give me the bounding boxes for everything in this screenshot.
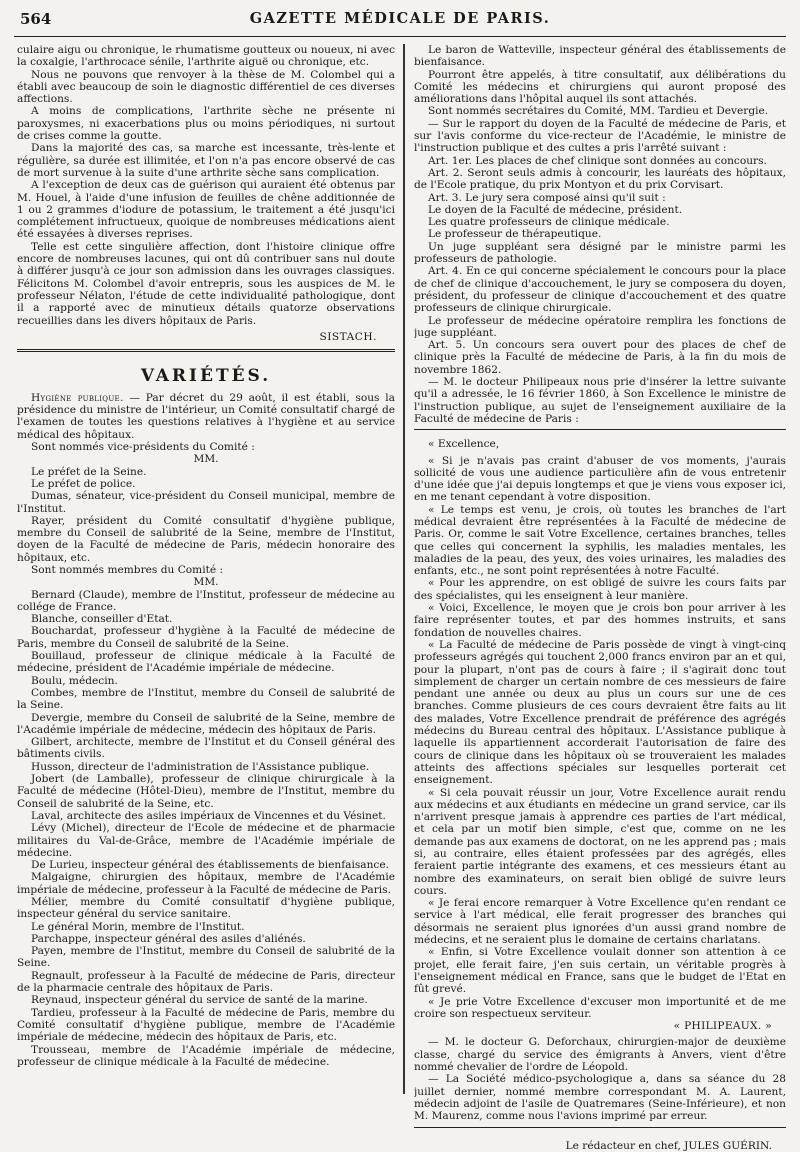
list-item: Devergie, membre du Conseil de salubrité de la Seine, membre de l'Académie impériale de médecine, médecin des hôpitaux de Paris. — [17, 711, 395, 736]
list-item: Laval, architecte des asiles impériaux de Vincennes et du Vésinet. — [31, 809, 386, 822]
letter-paragraph: « Enfin, si Votre Excellence voulait donner son attention à ce projet, elle ferait faire, j'en suis certain, un véritable progrès à l'enseignement médical en France, sans que le budget de l'Etat en fût grevé. — [414, 946, 786, 996]
paragraph: Le baron de Watteville, inspecteur général des établissements de bienfaisance. — [414, 44, 786, 69]
jury-item: Le doyen de la Faculté de médecine, président. — [428, 203, 683, 216]
news-item: — La Société médico-psychologique a, dans sa séance du 28 juillet dernier, nommé membre correspondant M. A. Laurent, médecin adjoint de l'asile de Quatremares (Seine-Inférieure), et non M. Maurenz, comme nous l'avions imprimé par erreur. — [414, 1073, 786, 1123]
list-item: Combes, membre de l'Institut, membre du Conseil de salubrité de la Seine. — [17, 686, 395, 712]
paragraph: Telle est cette singulière affection, dont l'histoire clinique offre encore de nombreuses lacunes, qui ont dû contribuer sans nul doute à différer jusqu'à ce jour son admission dans les ouvrages classiques. Félicitons M. Colombel d'avoir entrepris, sous les auspices de M. le professeur Nélaton, l'étude de cette individualité pathologique, dont il a rapporté avec de minutieux détails quatorze observations recueillies dans les divers hôpitaux de Paris. — [17, 240, 395, 327]
article: Art. 2. Seront seuls admis à concourir, les lauréats des hôpitaux, de l'Ecole pratique, du prix Montyon et du prix Corvisart. — [414, 166, 786, 192]
right-column — [414, 44, 786, 1152]
article: Art. 4. En ce qui concerne spécialement le concours pour la place de chef de clinique d'accouchement, le jury se composera du doyen, président, du professeur de clinique d'accouchement et des quatre professeurs de clinique chirurgicale. — [414, 265, 786, 315]
paragraph: A l'exception de deux cas de guérison qui auraient été obtenus par M. Houel, à l'aide d'une infusion de feuilles de chêne additionnée de 1 ou 2 grammes d'iodure de potassium, le traitement a été jusqu'ici complétement infructueux, quoique de nombreuses médications aient été essayées à diverses reprises. — [17, 179, 395, 241]
hygiene-text: — Par décret du 29 août, il est établi, sous la présidence du ministre de l'intérieur, un Comité consultatif chargé de l'examen de toutes les questions relatives à l'hygiène et au service médical des hôpitaux. — [17, 391, 395, 441]
page-number: 564 — [20, 10, 52, 28]
journal-title: GAZETTE MÉDICALE DE PARIS. — [249, 10, 551, 27]
left-column — [17, 44, 395, 1068]
list-item: Reynaud, inspecteur général du service de santé de la marine. — [31, 994, 368, 1007]
article: Le professeur de médecine opératoire remplira les fonctions de juge suppléant. — [414, 314, 786, 339]
news-item: — M. le docteur G. Deforchaux, chirurgien-major de deuxième classe, chargé du service des émigrants à Anvers, vient d'être nommé chevalier de l'ordre de Léopold. — [414, 1036, 786, 1074]
hygiene-label: Hygiène publique. — [31, 391, 124, 404]
list-item: Le préfet de police. — [31, 477, 136, 490]
members-intro: Sont nommés membres du Comité : — [31, 563, 224, 576]
mm-label: MM. — [193, 453, 219, 466]
list-item: Gilbert, architecte, membre de l'Institut et du Conseil général des bâtiments civils. — [17, 736, 395, 761]
list-item: Lévy (Michel), directeur de l'Ecole de médecine et de pharmacie militaires du Val-de-Grâce, membre de l'Académie impériale de médecine. — [17, 822, 395, 859]
list-item: Le préfet de la Seine. — [31, 465, 147, 478]
section-divider — [17, 349, 395, 352]
letter-paragraph: « Voici, Excellence, le moyen que je crois bon pour arriver à les faire représenter toutes, et par des hommes instruits, et sans fondation de nouvelles chaires. — [414, 602, 786, 639]
hygiene-paragraph — [17, 392, 395, 441]
letter-signature: « PHILIPEAUX. » — [673, 1020, 772, 1033]
paragraph: Dans la majorité des cas, sa marche est incessante, très-lente et régulière, sa durée est illimitée, et l'on n'a pas encore observé de cas de mort survenue à la suite d'une arthrite sèche sans complication. — [17, 142, 395, 179]
list-item: Le général Morin, membre de l'Institut. — [31, 920, 245, 933]
letter-paragraph: « Si cela pouvait réussir un jour, Votre Excellence aurait rendu aux médecins et aux étudiants en médecine un grand service, car ils n'arrivent presque jamais à apprendre ces parties de l'art médical, et cela par un motif bien simple, c'est que, comme on ne les demande pas aux examens de doctorat, on ne les apprend pas ; mais si, au contraire, elles étaient professées par des agrégés, elles feraient partie intégrante des examens, et ces messieurs étant au nombre des examinateurs, on serait bien obligé de suivre leurs cours. — [414, 786, 786, 897]
list-item: Boulu, médecin. — [31, 674, 118, 687]
list-item: Rayer, président du Comité consultatif d'hygiène publique, membre du Conseil de salubrité de la Seine, membre de l'Institut, doyen de la Faculté de médecine de Paris, médecin honoraire des hôpitaux, etc. — [17, 514, 395, 564]
letter-paragraph: « Le temps est venu, je crois, où toutes les branches de l'art médical devraient être représentées à la Faculté de médecine de Paris. Or, comme le sait Votre Excellence, certaines branches, telles que celles qui concernent la syphilis, les maladies mentales, les maladies de la peau, des yeux, des voies urinaires, les maladies des enfants, etc., ne sont point représentées à notre Faculté. — [414, 503, 786, 578]
list-item: Bernard (Claude), membre de l'Institut, professeur de médecine au collége de France. — [17, 588, 395, 613]
jury-item: Un juge suppléant sera désigné par le ministre parmi les professeurs de pathologie. — [414, 240, 786, 266]
letter-paragraph: « Je ferai encore remarquer à Votre Excellence qu'en rendant ce service à l'art médical, elle ferait progresser des branches qui désormais ne seraient plus ignorées d'un aussi grand nombre de médecins, et ne seraient plus le domaine de certains charlatans. — [414, 897, 786, 947]
divider — [414, 429, 786, 430]
editor-footer: Le rédacteur en chef, JULES GUÉRIN. — [565, 1139, 772, 1152]
paragraph: — M. le docteur Philipeaux nous prie d'insérer la lettre suivante qu'il a adressée, le 16 février 1860, à Son Excellence le ministre de l'instruction publique, au sujet de l'enseignement auxiliaire de la Faculté de médecine de Paris : — [414, 376, 786, 425]
paragraph: A moins de complications, l'arthrite sèche ne présente ni paroxysmes, ni exacerbations plus ou moins périodiques, ni surtout de crises comme la goutte. — [17, 105, 395, 143]
list-item: De Lurieu, inspecteur général des établissements de bienfaisance. — [31, 859, 390, 872]
list-item: Mélier, membre du Comité consultatif d'hygiène publique, inspecteur général du service sanitaire. — [17, 896, 395, 921]
paragraph: Pourront être appelés, à titre consultatif, aux délibérations du Comité les médecins et chirurgiens qui auront proposé des améliorations dans l'hôpital auquel ils sont attachés. — [414, 68, 786, 106]
article-signature: SISTACH. — [319, 330, 377, 343]
list-item: Parchappe, inspecteur général des asiles d'aliénés. — [31, 932, 306, 945]
letter-paragraph: « Pour les apprendre, on est obligé de suivre les cours faits par des spécialistes, qui les enseignent à leur manière. — [414, 577, 786, 602]
article: Art. 5. Un concours sera ouvert pour des places de chef de clinique près la Faculté de médecine de Paris, à la fin du mois de novembre 1862. — [414, 339, 786, 376]
paragraph: Nous ne pouvons que renvoyer à la thèse de M. Colombel qui a établi avec beaucoup de soin le diagnostic différentiel de ces diverses affections. — [17, 68, 395, 106]
paragraph: Sont nommés secrétaires du Comité, MM. Tardieu et Devergie. — [428, 105, 769, 118]
list-item: Regnault, professeur à la Faculté de médecine de Paris, directeur de la pharmacie centrale des hôpitaux de Paris. — [17, 969, 395, 995]
divider — [414, 1127, 786, 1128]
article: Art. 3. Le jury sera composé ainsi qu'il suit : — [428, 191, 666, 204]
list-item: Bouillaud, professeur de clinique médicale à la Faculté de médecine, président de l'Académie impériale de médecine. — [17, 650, 395, 675]
jury-item: Le professeur de thérapeutique. — [428, 228, 602, 241]
letter-paragraph: « La Faculté de médecine de Paris possède de vingt à vingt-cinq professeurs agrégés qui touchent 2,000 francs environ par an et qui, pour la plupart, n'ont pas de cours à faire ; il s'agirait donc tout simplement de charger un certain nombre de ces messieurs de faire pendant une année ou deux au plus un cours sur une de ces branches. Comme plusieurs de ces cours devraient être faits au lit des malades, Votre Excellence prendrait de préférence des agrégés médecins du Bureau central des hôpitaux. L'Assistance publique à laquelle ils appartiennent accorderait l'autorisation de faire des cours de clinique dans les hôpitaux où se trouveraient les malades atteints des affections spéciales sur lesquelles porterait cet enseignement. — [414, 638, 786, 787]
list-item: Tardieu, professeur à la Faculté de médecine de Paris, membre du Comité consultatif d'hygiène publique, membre de l'Académie impériale de médecine, médecin des hôpitaux de Paris, etc. — [17, 1006, 395, 1044]
mm-label: MM. — [193, 576, 219, 589]
paragraph: — Sur le rapport du doyen de la Faculté de médecine de Paris, et sur l'avis conforme du vice-recteur de l'Académie, le ministre de l'instruction publique et des cultes a pris l'arrêté suivant : — [414, 117, 786, 155]
vp-intro: Sont nommés vice-présidents du Comité : — [31, 441, 255, 454]
letter-salutation: « Excellence, — [428, 438, 500, 451]
list-item: Bouchardat, professeur d'hygiène à la Faculté de médecine de Paris, membre du Conseil de salubrité de la Seine. — [17, 625, 395, 650]
section-title: VARIÉTÉS. — [140, 365, 272, 386]
column-divider — [403, 44, 405, 1094]
article: Art. 1er. Les places de chef clinique sont données au concours. — [428, 154, 767, 167]
list-item: Malgaigne, chirurgien des hôpitaux, membre de l'Académie impériale de médecine, professeur à la Faculté de médecine de Paris. — [17, 871, 395, 896]
list-item: Jobert (de Lamballe), professeur de clinique chirurgicale à la Faculté de médecine (Hôtel-Dieu), membre de l'Institut, membre du Conseil de salubrité de la Seine, etc. — [17, 773, 395, 810]
list-item: Trousseau, membre de l'Académie impériale de médecine, professeur de clinique médicale à la Faculté de médecine. — [17, 1043, 395, 1068]
letter-paragraph: « Je prie Votre Excellence d'excuser mon importunité et de me croire son respectueux serviteur. — [414, 995, 786, 1020]
list-item: Payen, membre de l'Institut, membre du Conseil de salubrité de la Seine. — [17, 945, 395, 970]
paragraph: culaire aigu ou chronique, le rhumatisme goutteux ou noueux, ni avec la coxalgie, l'arthrocace sénile, l'arthrite aiguë ou chronique, etc. — [17, 44, 395, 69]
letter-paragraph: « Si je n'avais pas craint d'abuser de vos moments, j'aurais sollicité de vous une audience particulière afin de vous entretenir d'une idée que j'ai depuis longtemps et que je viens vous exposer ici, en me tenant cependant à votre disposition. — [414, 454, 786, 504]
list-item: Dumas, sénateur, vice-président du Conseil municipal, membre de l'Institut. — [17, 490, 395, 515]
jury-item: Les quatre professeurs de clinique médicale. — [428, 216, 670, 229]
list-item: Blanche, conseiller d'Etat. — [31, 613, 173, 626]
list-item: Husson, directeur de l'administration de l'Assistance publique. — [31, 760, 370, 773]
